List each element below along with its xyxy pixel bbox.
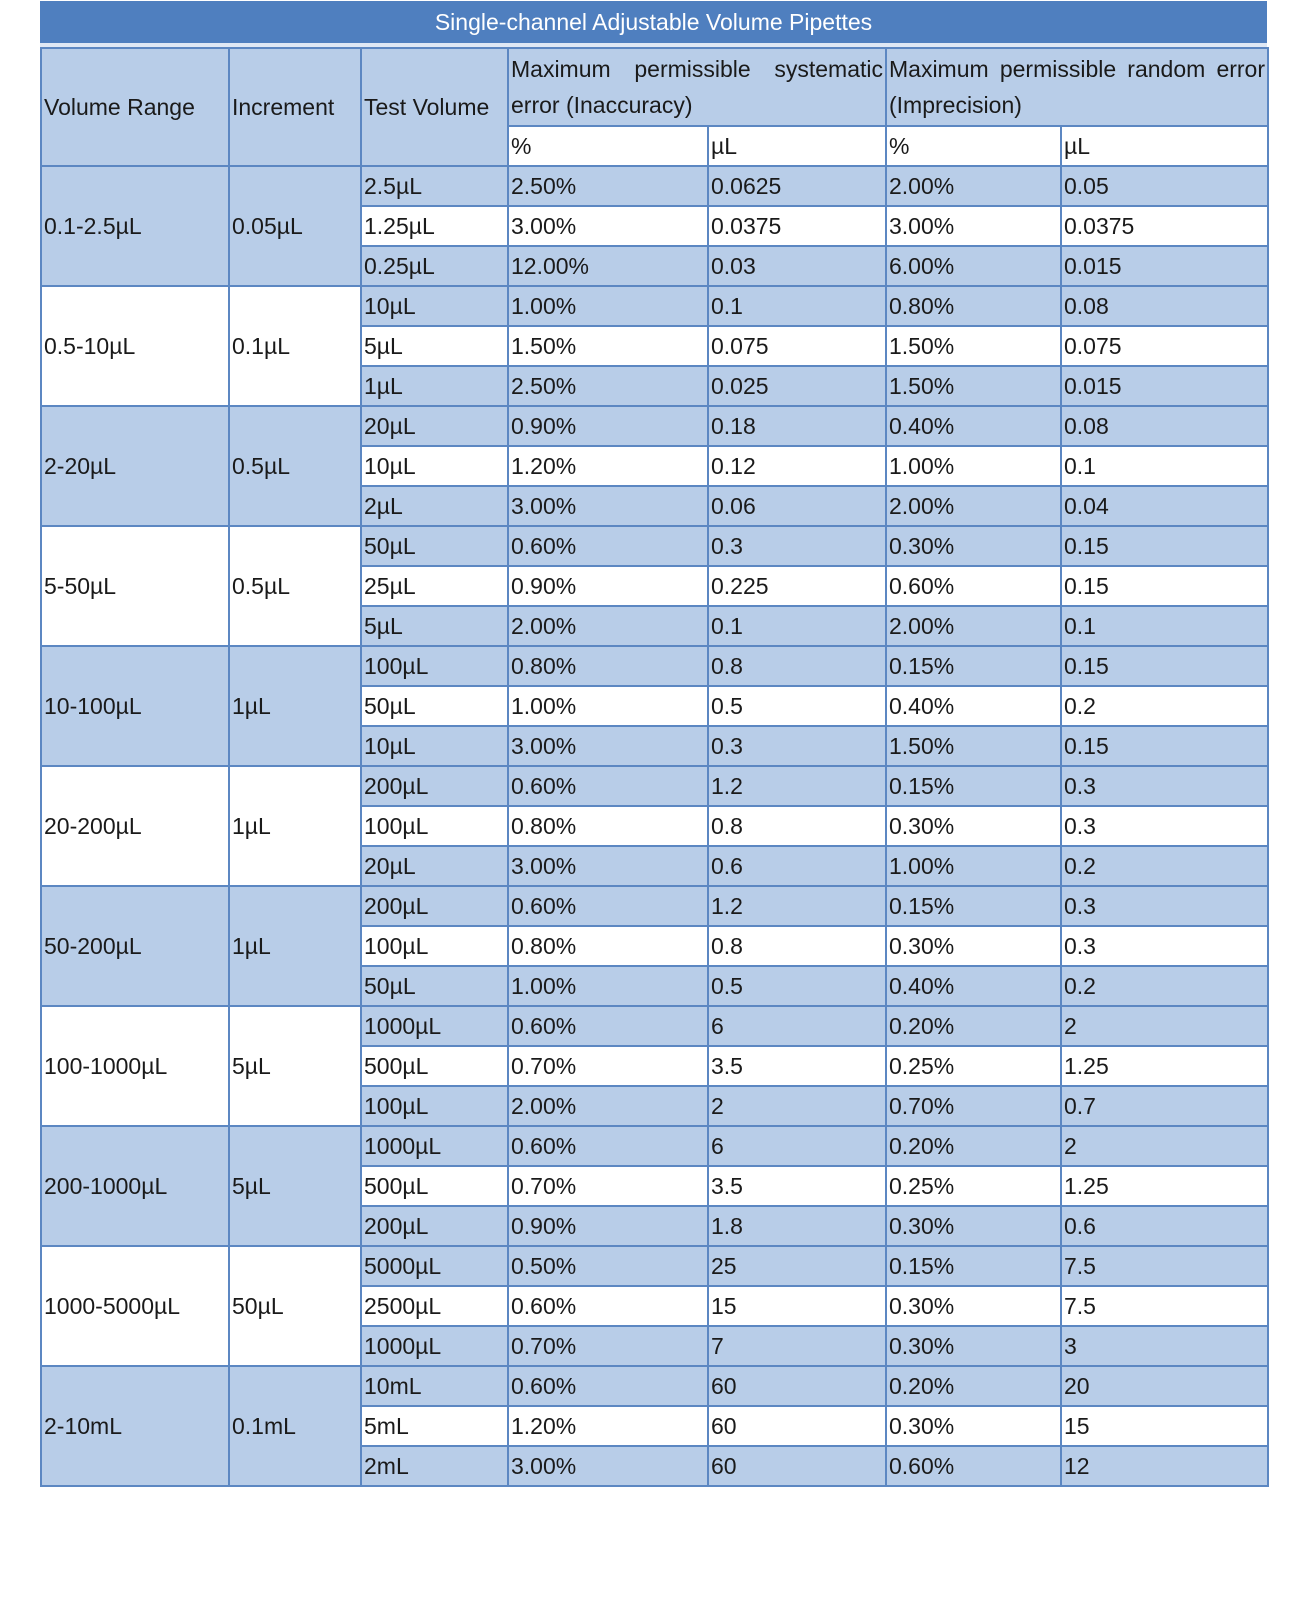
test-volume-cell: 500µL <box>361 1046 508 1086</box>
systematic-ul-cell: 0.8 <box>708 646 886 686</box>
header-systematic-error: Maximum permissible systematic error (Inaccuracy) <box>508 48 886 126</box>
test-volume-cell: 5µL <box>361 606 508 646</box>
increment-cell: 1µL <box>229 766 361 886</box>
systematic-pct-cell: 0.90% <box>508 406 708 446</box>
systematic-ul-cell: 0.5 <box>708 686 886 726</box>
systematic-pct-cell: 0.60% <box>508 1006 708 1046</box>
systematic-pct-cell: 1.00% <box>508 686 708 726</box>
systematic-pct-cell: 12.00% <box>508 246 708 286</box>
systematic-pct-cell: 0.60% <box>508 1286 708 1326</box>
test-volume-cell: 100µL <box>361 646 508 686</box>
random-ul-cell: 0.3 <box>1061 766 1268 806</box>
increment-cell: 1µL <box>229 886 361 1006</box>
systematic-pct-cell: 0.70% <box>508 1326 708 1366</box>
random-ul-cell: 0.3 <box>1061 806 1268 846</box>
systematic-ul-cell: 2 <box>708 1086 886 1126</box>
random-pct-cell: 0.70% <box>886 1086 1061 1126</box>
random-ul-cell: 0.015 <box>1061 366 1268 406</box>
volume-range-cell: 20-200µL <box>41 766 229 886</box>
random-ul-cell: 0.015 <box>1061 246 1268 286</box>
systematic-ul-cell: 0.0375 <box>708 206 886 246</box>
systematic-pct-cell: 3.00% <box>508 846 708 886</box>
systematic-ul-cell: 7 <box>708 1326 886 1366</box>
test-volume-cell: 1µL <box>361 366 508 406</box>
random-pct-cell: 0.20% <box>886 1006 1061 1046</box>
random-pct-cell: 0.60% <box>886 566 1061 606</box>
systematic-pct-cell: 0.70% <box>508 1046 708 1086</box>
random-ul-cell: 0.15 <box>1061 726 1268 766</box>
table-row <box>41 286 1268 326</box>
random-ul-cell: 20 <box>1061 1366 1268 1406</box>
random-pct-cell: 0.30% <box>886 806 1061 846</box>
random-ul-cell: 0.1 <box>1061 606 1268 646</box>
systematic-ul-cell: 0.1 <box>708 606 886 646</box>
test-volume-cell: 20µL <box>361 846 508 886</box>
test-volume-cell: 1000µL <box>361 1326 508 1366</box>
random-pct-cell: 0.30% <box>886 926 1061 966</box>
random-pct-cell: 0.30% <box>886 1406 1061 1446</box>
systematic-ul-cell: 3.5 <box>708 1166 886 1206</box>
systematic-ul-cell: 0.075 <box>708 326 886 366</box>
systematic-pct-cell: 3.00% <box>508 206 708 246</box>
random-ul-cell: 0.15 <box>1061 566 1268 606</box>
systematic-ul-cell: 0.8 <box>708 926 886 966</box>
systematic-ul-cell: 0.12 <box>708 446 886 486</box>
systematic-ul-cell: 25 <box>708 1246 886 1286</box>
random-pct-cell: 0.30% <box>886 526 1061 566</box>
volume-range-cell: 100-1000µL <box>41 1006 229 1126</box>
volume-range-cell: 2-20µL <box>41 406 229 526</box>
volume-range-cell: 0.5-10µL <box>41 286 229 406</box>
test-volume-cell: 2.5µL <box>361 166 508 206</box>
test-volume-cell: 200µL <box>361 886 508 926</box>
test-volume-cell: 5000µL <box>361 1246 508 1286</box>
systematic-pct-cell: 1.20% <box>508 446 708 486</box>
random-pct-cell: 0.15% <box>886 646 1061 686</box>
test-volume-cell: 1000µL <box>361 1006 508 1046</box>
increment-cell: 0.1mL <box>229 1366 361 1486</box>
systematic-ul-cell: 0.06 <box>708 486 886 526</box>
random-pct-cell: 0.60% <box>886 1446 1061 1486</box>
random-ul-cell: 0.15 <box>1061 526 1268 566</box>
table-row <box>41 166 1268 206</box>
systematic-ul-cell: 3.5 <box>708 1046 886 1086</box>
random-ul-cell: 0.3 <box>1061 886 1268 926</box>
random-pct-cell: 0.20% <box>886 1366 1061 1406</box>
random-ul-cell: 15 <box>1061 1406 1268 1446</box>
increment-cell: 50µL <box>229 1246 361 1366</box>
random-ul-cell: 0.7 <box>1061 1086 1268 1126</box>
systematic-pct-cell: 0.60% <box>508 766 708 806</box>
random-pct-cell: 2.00% <box>886 606 1061 646</box>
systematic-ul-cell: 60 <box>708 1406 886 1446</box>
test-volume-cell: 10µL <box>361 726 508 766</box>
random-ul-cell: 0.08 <box>1061 286 1268 326</box>
test-volume-cell: 200µL <box>361 1206 508 1246</box>
table-row <box>41 886 1268 926</box>
table-title: Single-channel Adjustable Volume Pipettes <box>40 1 1267 47</box>
systematic-ul-cell: 6 <box>708 1126 886 1166</box>
random-pct-cell: 0.30% <box>886 1206 1061 1246</box>
systematic-ul-cell: 6 <box>708 1006 886 1046</box>
systematic-pct-cell: 0.70% <box>508 1166 708 1206</box>
random-pct-cell: 0.80% <box>886 286 1061 326</box>
random-ul-cell: 0.1 <box>1061 446 1268 486</box>
random-pct-cell: 1.50% <box>886 326 1061 366</box>
random-pct-cell: 1.00% <box>886 846 1061 886</box>
table-row <box>41 646 1268 686</box>
random-ul-cell: 0.3 <box>1061 926 1268 966</box>
random-ul-cell: 2 <box>1061 1006 1268 1046</box>
header-volume-range: Volume Range <box>41 48 229 166</box>
test-volume-cell: 5µL <box>361 326 508 366</box>
random-ul-cell: 0.04 <box>1061 486 1268 526</box>
random-ul-cell: 7.5 <box>1061 1246 1268 1286</box>
systematic-ul-cell: 0.1 <box>708 286 886 326</box>
header-row <box>41 48 1268 126</box>
random-ul-cell: 0.08 <box>1061 406 1268 446</box>
subheader-random-pct: % <box>886 126 1061 166</box>
increment-cell: 0.5µL <box>229 526 361 646</box>
increment-cell: 0.1µL <box>229 286 361 406</box>
systematic-pct-cell: 0.60% <box>508 1126 708 1166</box>
random-ul-cell: 7.5 <box>1061 1286 1268 1326</box>
volume-range-cell: 1000-5000µL <box>41 1246 229 1366</box>
spec-table <box>40 47 1269 1487</box>
table-body <box>41 166 1268 1486</box>
test-volume-cell: 0.25µL <box>361 246 508 286</box>
random-ul-cell: 0.2 <box>1061 846 1268 886</box>
test-volume-cell: 100µL <box>361 926 508 966</box>
test-volume-cell: 10µL <box>361 286 508 326</box>
test-volume-cell: 50µL <box>361 966 508 1006</box>
random-pct-cell: 3.00% <box>886 206 1061 246</box>
random-pct-cell: 2.00% <box>886 166 1061 206</box>
test-volume-cell: 10µL <box>361 446 508 486</box>
systematic-pct-cell: 0.90% <box>508 1206 708 1246</box>
random-ul-cell: 0.2 <box>1061 966 1268 1006</box>
header-test-volume: Test Volume <box>361 48 508 166</box>
table-row <box>41 406 1268 446</box>
random-pct-cell: 1.50% <box>886 366 1061 406</box>
random-pct-cell: 6.00% <box>886 246 1061 286</box>
systematic-ul-cell: 60 <box>708 1446 886 1486</box>
test-volume-cell: 100µL <box>361 806 508 846</box>
systematic-pct-cell: 1.00% <box>508 966 708 1006</box>
systematic-ul-cell: 1.2 <box>708 766 886 806</box>
systematic-ul-cell: 0.025 <box>708 366 886 406</box>
volume-range-cell: 10-100µL <box>41 646 229 766</box>
test-volume-cell: 10mL <box>361 1366 508 1406</box>
test-volume-cell: 500µL <box>361 1166 508 1206</box>
random-pct-cell: 0.30% <box>886 1286 1061 1326</box>
test-volume-cell: 100µL <box>361 1086 508 1126</box>
header-random-error: Maximum permissible random error (Imprecision) <box>886 48 1268 126</box>
random-ul-cell: 0.0375 <box>1061 206 1268 246</box>
systematic-ul-cell: 0.18 <box>708 406 886 446</box>
systematic-pct-cell: 0.50% <box>508 1246 708 1286</box>
systematic-ul-cell: 0.5 <box>708 966 886 1006</box>
systematic-ul-cell: 1.2 <box>708 886 886 926</box>
volume-range-cell: 50-200µL <box>41 886 229 1006</box>
increment-cell: 0.05µL <box>229 166 361 286</box>
systematic-pct-cell: 3.00% <box>508 486 708 526</box>
systematic-ul-cell: 15 <box>708 1286 886 1326</box>
random-ul-cell: 3 <box>1061 1326 1268 1366</box>
random-pct-cell: 1.00% <box>886 446 1061 486</box>
random-pct-cell: 0.20% <box>886 1126 1061 1166</box>
test-volume-cell: 2500µL <box>361 1286 508 1326</box>
systematic-ul-cell: 0.03 <box>708 246 886 286</box>
random-pct-cell: 0.15% <box>886 886 1061 926</box>
test-volume-cell: 1000µL <box>361 1126 508 1166</box>
systematic-pct-cell: 2.00% <box>508 1086 708 1126</box>
systematic-ul-cell: 0.8 <box>708 806 886 846</box>
table-row <box>41 1366 1268 1406</box>
systematic-pct-cell: 2.50% <box>508 166 708 206</box>
systematic-pct-cell: 2.50% <box>508 366 708 406</box>
header-increment: Increment <box>229 48 361 166</box>
increment-cell: 5µL <box>229 1006 361 1126</box>
test-volume-cell: 200µL <box>361 766 508 806</box>
random-pct-cell: 0.40% <box>886 686 1061 726</box>
systematic-pct-cell: 0.60% <box>508 526 708 566</box>
table-row <box>41 1246 1268 1286</box>
systematic-pct-cell: 1.50% <box>508 326 708 366</box>
volume-range-cell: 5-50µL <box>41 526 229 646</box>
volume-range-cell: 2-10mL <box>41 1366 229 1486</box>
random-ul-cell: 0.05 <box>1061 166 1268 206</box>
systematic-pct-cell: 0.90% <box>508 566 708 606</box>
table-row <box>41 1126 1268 1166</box>
systematic-ul-cell: 0.225 <box>708 566 886 606</box>
table-row <box>41 766 1268 806</box>
random-pct-cell: 0.25% <box>886 1166 1061 1206</box>
random-ul-cell: 0.6 <box>1061 1206 1268 1246</box>
table-row <box>41 1006 1268 1046</box>
test-volume-cell: 2µL <box>361 486 508 526</box>
subheader-systematic-pct: % <box>508 126 708 166</box>
systematic-ul-cell: 0.0625 <box>708 166 886 206</box>
systematic-pct-cell: 0.60% <box>508 1366 708 1406</box>
systematic-ul-cell: 0.3 <box>708 726 886 766</box>
systematic-pct-cell: 1.20% <box>508 1406 708 1446</box>
random-ul-cell: 1.25 <box>1061 1166 1268 1206</box>
random-pct-cell: 0.40% <box>886 406 1061 446</box>
random-ul-cell: 0.15 <box>1061 646 1268 686</box>
test-volume-cell: 50µL <box>361 686 508 726</box>
test-volume-cell: 5mL <box>361 1406 508 1446</box>
random-pct-cell: 0.30% <box>886 1326 1061 1366</box>
systematic-pct-cell: 3.00% <box>508 726 708 766</box>
random-pct-cell: 1.50% <box>886 726 1061 766</box>
systematic-ul-cell: 1.8 <box>708 1206 886 1246</box>
increment-cell: 0.5µL <box>229 406 361 526</box>
random-pct-cell: 2.00% <box>886 486 1061 526</box>
systematic-pct-cell: 0.60% <box>508 886 708 926</box>
volume-range-cell: 200-1000µL <box>41 1126 229 1246</box>
test-volume-cell: 50µL <box>361 526 508 566</box>
increment-cell: 5µL <box>229 1126 361 1246</box>
systematic-pct-cell: 1.00% <box>508 286 708 326</box>
random-ul-cell: 2 <box>1061 1126 1268 1166</box>
random-pct-cell: 0.25% <box>886 1046 1061 1086</box>
random-pct-cell: 0.15% <box>886 1246 1061 1286</box>
test-volume-cell: 25µL <box>361 566 508 606</box>
subheader-systematic-ul: µL <box>708 126 886 166</box>
systematic-pct-cell: 3.00% <box>508 1446 708 1486</box>
systematic-pct-cell: 2.00% <box>508 606 708 646</box>
random-ul-cell: 1.25 <box>1061 1046 1268 1086</box>
random-ul-cell: 12 <box>1061 1446 1268 1486</box>
random-pct-cell: 0.40% <box>886 966 1061 1006</box>
systematic-ul-cell: 0.6 <box>708 846 886 886</box>
volume-range-cell: 0.1-2.5µL <box>41 166 229 286</box>
increment-cell: 1µL <box>229 646 361 766</box>
systematic-ul-cell: 60 <box>708 1366 886 1406</box>
random-pct-cell: 0.15% <box>886 766 1061 806</box>
systematic-pct-cell: 0.80% <box>508 806 708 846</box>
systematic-pct-cell: 0.80% <box>508 646 708 686</box>
systematic-ul-cell: 0.3 <box>708 526 886 566</box>
systematic-pct-cell: 0.80% <box>508 926 708 966</box>
test-volume-cell: 20µL <box>361 406 508 446</box>
subheader-random-ul: µL <box>1061 126 1268 166</box>
random-ul-cell: 0.2 <box>1061 686 1268 726</box>
pipette-spec-sheet <box>40 1 1267 1487</box>
table-row <box>41 526 1268 566</box>
test-volume-cell: 1.25µL <box>361 206 508 246</box>
random-ul-cell: 0.075 <box>1061 326 1268 366</box>
test-volume-cell: 2mL <box>361 1446 508 1486</box>
